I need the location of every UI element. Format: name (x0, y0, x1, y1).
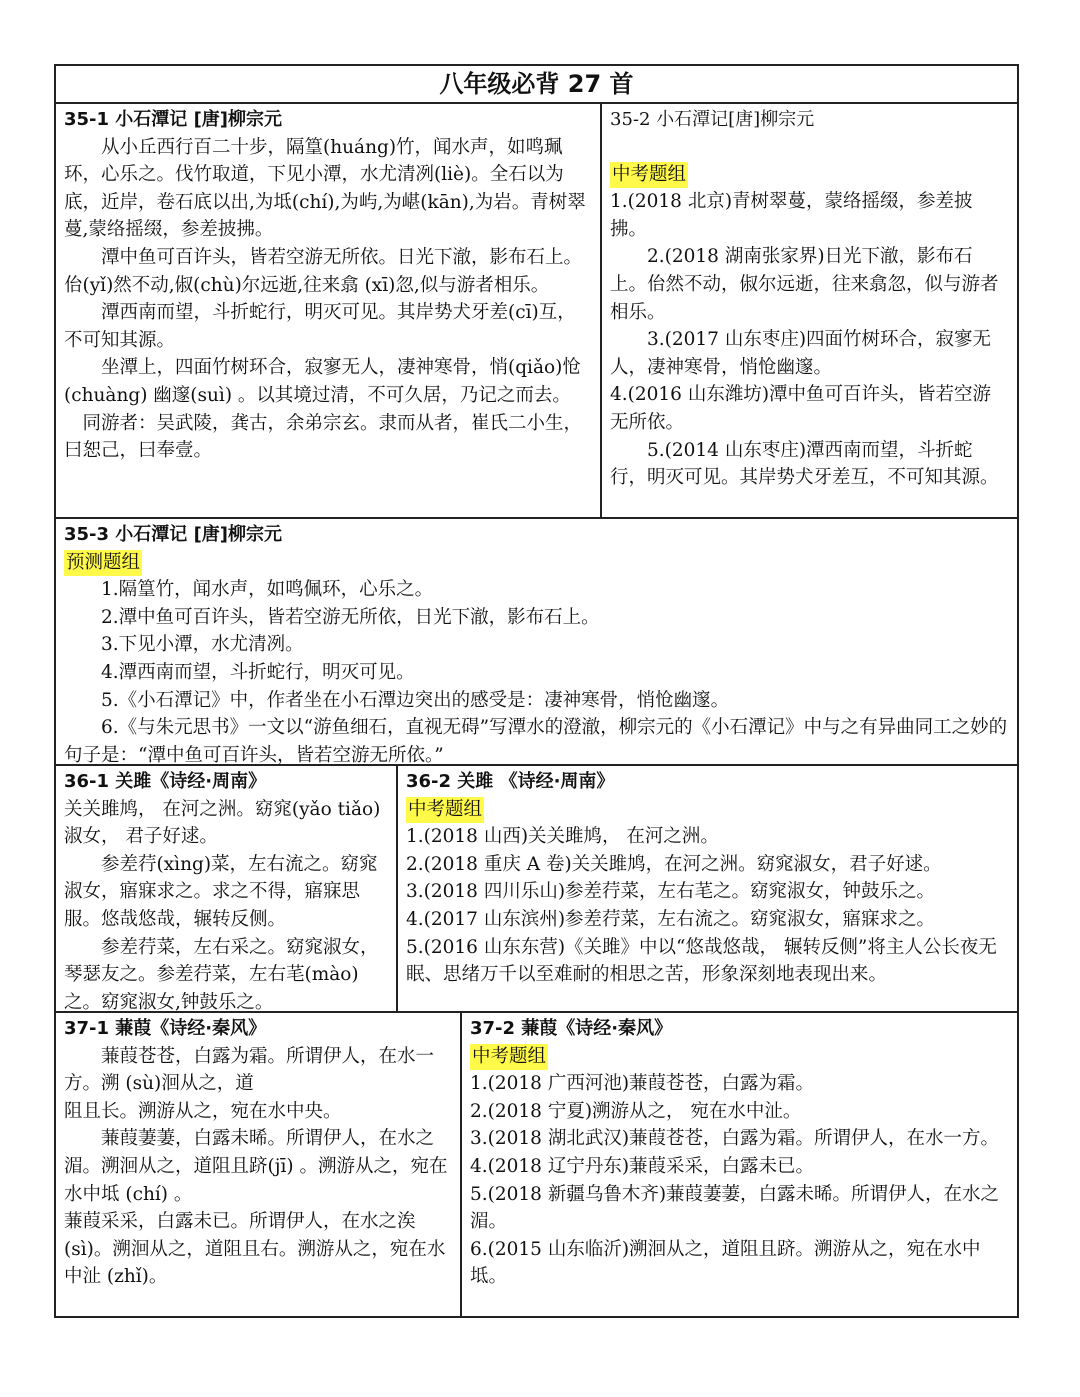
question-item: 1.(2018 北京)青树翠蔓，蒙络摇缀，参差披拂。 (610, 191, 973, 240)
poem-paragraph: 同游者：吴武陵，龚古，余弟宗玄。隶而从者，崔氏二小生，曰恕己，曰奉壹。 (64, 412, 583, 462)
question-item: 4.(2018 辽宁丹东)蒹葭采采，白露未已。 (470, 1155, 815, 1177)
section-heading: 35-2 小石潭记[唐]柳宗元 (610, 109, 815, 130)
cell-37-2 (460, 1013, 1017, 1316)
section-heading: 37-1 蒹葭《诗经·秦风》 (64, 1018, 267, 1039)
row-35 (56, 104, 1017, 519)
cell-36-2 (396, 766, 1017, 1011)
question-item: 2.潭中鱼可百许头，皆若空游无所依，日光下澈，影布石上。 (101, 606, 600, 628)
question-item: 3.(2017 山东枣庄)四面竹树环合，寂寥无人，凄神寒骨，悄怆幽邃。 (610, 329, 992, 378)
question-item: 3.下见小潭，水尤清冽。 (101, 634, 304, 656)
exam-group-tag: 中考题组 (470, 1044, 548, 1070)
question-item: 3.(2018 四川乐山)参差荇菜，左右芼之。窈窕淑女，钟鼓乐之。 (406, 881, 936, 903)
poem-paragraph: 坐潭上，四面竹树环合，寂寥无人，凄神寒骨，悄(qiǎo)怆(chuàng) 幽邃(suì) 。以其境过清，不可久居，乃记之而去。 (64, 357, 581, 406)
poem-paragraph: 参差荇(xìng)菜，左右流之。窈窕淑女，寤寐求之。求之不得，寤寐思服。悠哉悠哉，辗转反侧。 (64, 853, 378, 930)
cell-35-2 (600, 104, 1017, 517)
poem-paragraph: 潭中鱼可百许头，皆若空游无所依。日光下澈，影布石上。佁(yǐ)然不动,俶(chù)尔远逝,往来翕 (xī)忽,似与游者相乐。 (64, 246, 583, 296)
cell-35-1 (56, 104, 600, 517)
poem-paragraph: 潭西南而望，斗折蛇行，明灭可见。其岸势犬牙差(cī)互，不可知其源。 (64, 302, 576, 351)
question-item: 2.(2018 湖南张家界)日光下澈，影布石上。佁然不动，俶尔远逝，往来翕忽，似与游者相乐。 (610, 246, 999, 323)
question-item: 3.(2018 湖北武汉)蒹葭苍苍，白露为霜。所谓伊人，在水一方。 (470, 1128, 1000, 1150)
question-item: 1.(2018 广西河池)蒹葭苍苍，白露为霜。 (470, 1073, 815, 1095)
poem-paragraph: 从小丘西行百二十步，隔篁(huáng)竹，闻水声，如鸣珮环，心乐之。伐竹取道，下见小潭，水尤清冽(liè)。全石以为底，近岸，卷石底以出,为坻(chí),为屿,为嵁(kān),为岩。青树翠蔓,蒙络摇缀，参差披拂。 (64, 136, 586, 241)
section-heading: 36-1 关雎《诗经·周南》 (64, 771, 267, 792)
question-item: 5.(2018 新疆乌鲁木齐)蒹葭萋萋，白露未晞。所谓伊人，在水之湄。 (470, 1183, 1000, 1233)
row-35-3 (56, 519, 1017, 766)
exam-group-tag: 中考题组 (610, 162, 688, 188)
section-heading: 37-2 蒹葭《诗经·秦风》 (470, 1018, 673, 1039)
poem-paragraph: 蒹葭苍苍，白露为霜。所谓伊人，在水一方。溯 (sù)洄从之，道 (64, 1045, 435, 1095)
question-item: 5.(2014 山东枣庄)潭西南而望，斗折蛇行，明灭可见。其岸势犬牙差互，不可知其源。 (610, 439, 999, 489)
question-item: 1.隔篁竹，闻水声，如鸣佩环，心乐之。 (101, 579, 434, 601)
poem-paragraph: 蒹葭采采，白露未已。所谓伊人，在水之涘(sì)。溯洄从之，道阻且右。溯游从之，宛在水中沚 (zhǐ)。 (64, 1211, 446, 1288)
poem-paragraph: 蒹葭萋萋，白露未晞。所谓伊人，在水之湄。溯洄从之，道阻且跻(jī) 。溯游从之，宛在水中坻 (chí) 。 (64, 1128, 448, 1205)
poem-paragraph: 参差荇菜，左右采之。窈窕淑女，琴瑟友之。参差荇菜，左右芼(mào)之。窈窕淑女,钟鼓乐之。 (64, 936, 379, 1011)
section-heading: 35-3 小石潭记 [唐]柳宗元 (64, 524, 283, 545)
exam-group-tag: 中考题组 (406, 797, 484, 823)
poem-paragraph: 关关雎鸠， 在河之洲。窈窕(yǎo tiǎo) 淑女， 君子好逑。 (64, 798, 381, 848)
cell-35-3 (56, 519, 1017, 764)
question-item: 6.(2015 山东临沂)溯洄从之，道阻且跻。溯游从之，宛在水中坻。 (470, 1238, 981, 1288)
prediction-group-tag: 预测题组 (64, 550, 142, 576)
page-title: 八年级必背 27 首 (56, 66, 1017, 104)
worksheet-table (54, 64, 1019, 1318)
section-heading: 36-2 关雎 《诗经·周南》 (406, 771, 615, 792)
question-item: 4.潭西南而望，斗折蛇行，明灭可见。 (101, 661, 415, 683)
question-item: 4.(2016 山东潍坊)潭中鱼可百许头，皆若空游无所依。 (610, 384, 992, 433)
question-item: 6.《与朱元思书》一文以“游鱼细石，直视无碍”写潭水的澄澈，柳宗元的《小石潭记》中与之有异曲同工之妙的句子是：“潭中鱼可百许头，皆若空游无所依。” (64, 717, 1008, 764)
cell-37-1 (56, 1013, 460, 1316)
question-item: 4.(2017 山东滨州)参差荇菜，左右流之。窈窕淑女，寤寐求之。 (406, 908, 936, 930)
cell-36-1 (56, 766, 396, 1011)
poem-paragraph: 阻且长。溯游从之，宛在水中央。 (64, 1100, 342, 1122)
question-item: 2.(2018 重庆 A 卷)关关雎鸠，在河之洲。窈窕淑女，君子好逑。 (406, 853, 942, 875)
question-item: 1.(2018 山西)关关雎鸠， 在河之洲。 (406, 826, 719, 848)
question-item: 2.(2018 宁夏)溯游从之， 宛在水中沚。 (470, 1100, 802, 1122)
question-item: 5.(2016 山东东营)《关雎》中以“悠哉悠哉， 辗转反侧”将主人公长夜无眠、思绪万千以至难耐的相思之苦，形象深刻地表现出来。 (406, 936, 997, 986)
row-37 (56, 1013, 1017, 1316)
section-heading: 35-1 小石潭记 [唐]柳宗元 (64, 109, 283, 130)
question-item: 5.《小石潭记》中，作者坐在小石潭边突出的感受是：凄神寒骨，悄怆幽邃。 (101, 689, 730, 711)
row-36 (56, 766, 1017, 1013)
